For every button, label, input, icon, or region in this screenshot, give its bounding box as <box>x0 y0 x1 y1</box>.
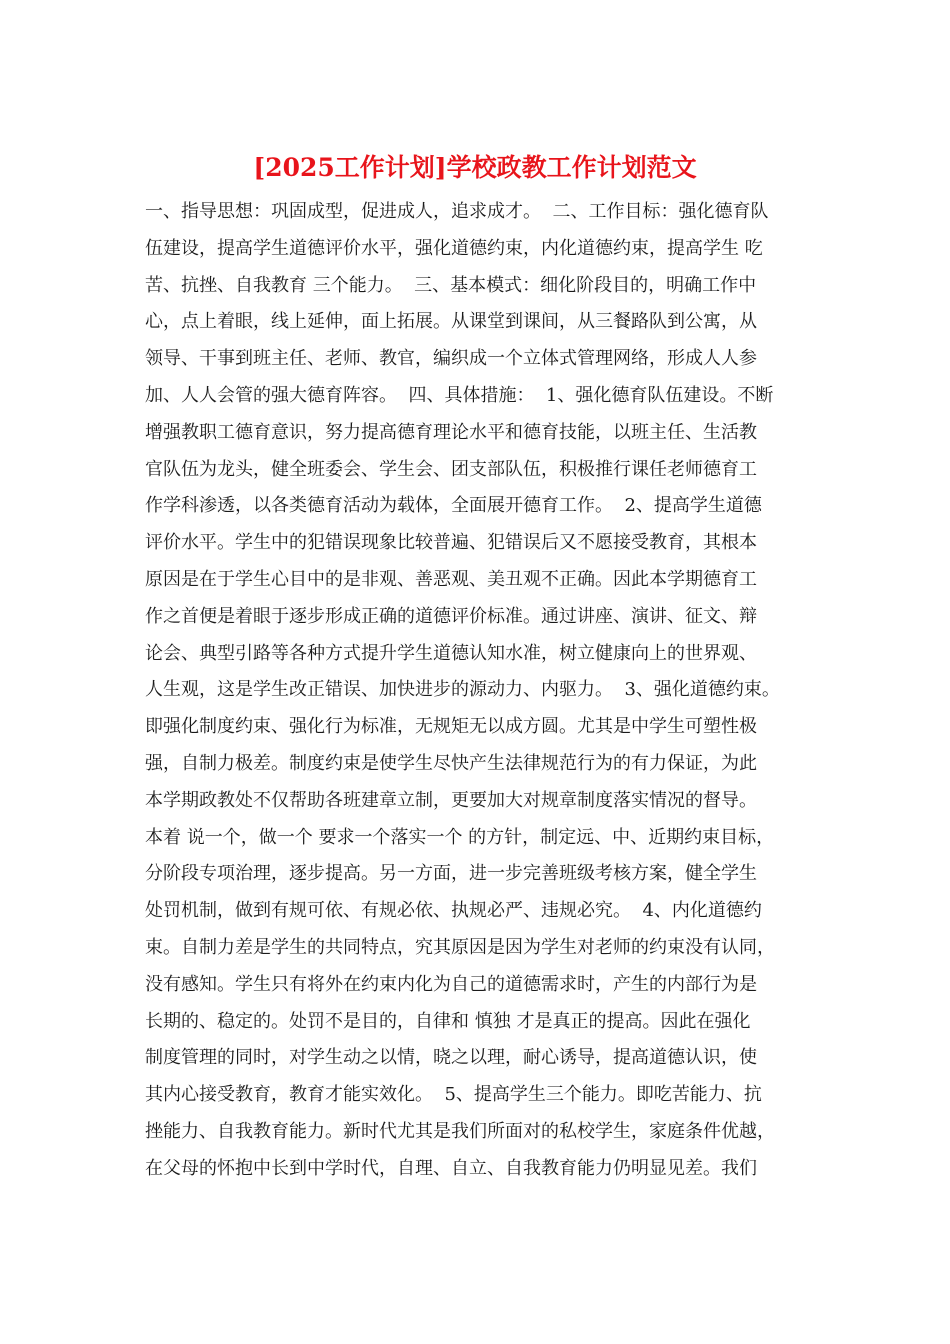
body-line: 官队伍为龙头，健全班委会、学生会、团支部队伍，积极推行课任老师德育工 <box>145 458 757 480</box>
document-title: [2025工作计划]学校政教工作计划范文 <box>253 153 697 182</box>
body-line: 即强化制度约束、强化行为标准，无规矩无以成方圆。尤其是中学生可塑性极 <box>145 716 757 738</box>
body-line: 在父母的怀抱中长到中学时代，自理、自立、自我教育能力仍明显见差。我们 <box>145 1157 757 1179</box>
body-line: 本着 说一个，做一个 要求一个落实一个 的方针，制定远、中、近期约束目标， <box>145 826 775 848</box>
body-line: 其内心接受教育，教育才能实效化。 5、提高学生三个能力。即吃苦能力、抗 <box>145 1084 762 1106</box>
body-line: 本学期政教处不仅帮助各班建章立制，更要加大对规章制度落实情况的督导。 <box>145 789 757 811</box>
body-line: 长期的、稳定的。处罚不是目的，自律和 慎独 才是真正的提高。因此在强化 <box>145 1010 751 1032</box>
body-line: 原因是在于学生心目中的是非观、善恶观、美丑观不正确。因此本学期德育工 <box>145 568 757 590</box>
body-line: 一、指导思想：巩固成型，促进成人，追求成才。 二、工作目标：强化德育队 <box>145 201 769 222</box>
body-line: 人生观，这是学生改正错误、加快进步的源动力、内驱力。 3、强化道德约束。 <box>145 679 780 701</box>
body-line: 苦、抗挫、自我教育 三个能力。 三、基本模式：细化阶段目的，明确工作中 <box>145 274 757 296</box>
body-line: 心，点上着眼，线上延伸，面上拓展。从课堂到课间，从三餐路队到公寓，从 <box>145 311 757 333</box>
body-line: 束。自制力差是学生的共同特点，究其原因是因为学生对老师的约束没有认同， <box>145 936 775 958</box>
body-line: 伍建设，提高学生道德评价水平，强化道德约束，内化道德约束，提高学生 吃 <box>145 237 763 259</box>
body-line: 强，自制力极差。制度约束是使学生尽快产生法律规范行为的有力保证，为此 <box>145 752 757 774</box>
body-line: 作学科渗透，以各类德育活动为载体，全面展开德育工作。 2、提高学生道德 <box>145 495 762 517</box>
document-body <box>145 202 825 1196</box>
body-line: 领导、干事到班主任、老师、教官，编织成一个立体式管理网络，形成人人参 <box>145 348 757 370</box>
body-line: 处罚机制，做到有规可依、有规必依、执规必严、违规必究。 4、内化道德约 <box>145 900 762 922</box>
body-line: 制度管理的同时，对学生动之以情，晓之以理，耐心诱导，提高道德认识，使 <box>145 1047 757 1069</box>
body-line: 作之首便是着眼于逐步形成正确的道德评价标准。通过讲座、演讲、征文、辩 <box>145 605 757 627</box>
body-line: 分阶段专项治理，逐步提高。另一方面，进一步完善班级考核方案，健全学生 <box>145 863 757 885</box>
body-line: 没有感知。学生只有将外在约束内化为自己的道德需求时，产生的内部行为是 <box>145 973 757 995</box>
body-line: 加、人人会管的强大德育阵容。 四、具体措施： 1、强化德育队伍建设。不断 <box>145 384 774 406</box>
body-line: 论会、典型引路等各种方式提升学生道德认知水准，树立健康向上的世界观、 <box>145 642 757 664</box>
body-line: 增强教职工德育意识，努力提高德育理论水平和德育技能，以班主任、生活教 <box>145 421 757 443</box>
body-line: 挫能力、自我教育能力。新时代尤其是我们所面对的私校学生，家庭条件优越， <box>145 1120 775 1142</box>
body-line: 评价水平。学生中的犯错误现象比较普遍、犯错误后又不愿接受教育，其根本 <box>145 532 757 554</box>
